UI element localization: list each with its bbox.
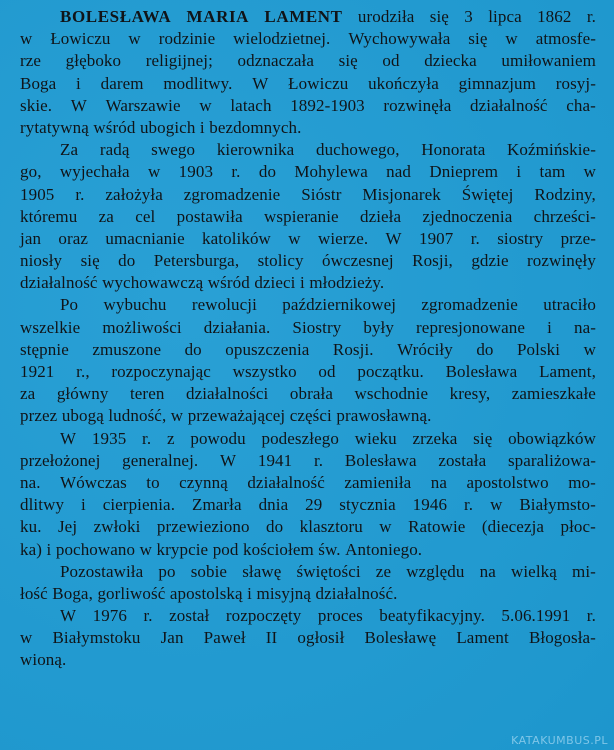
word: rozwinęły [527,251,596,271]
word: W [60,606,77,626]
word: r. [231,162,241,182]
word: od [318,362,336,381]
word: względu [406,561,465,581]
word: Sióstr [301,184,342,204]
word: były [363,317,394,337]
word: stycznia [339,495,396,515]
word: obrała [289,384,333,404]
word: 1862 [537,7,572,26]
word: Polski [516,339,561,359]
word: proces [317,606,363,626]
word: powodu [190,428,246,448]
word: 1941 [257,450,293,470]
text-line [20,73,596,95]
word: Jan [160,628,184,648]
word: kierownika [216,140,295,160]
word: ubogą [61,406,104,426]
word: główny [56,384,109,404]
word: po [158,561,176,581]
word: Bolesławę [364,628,437,648]
word: Boga [20,73,57,93]
word: została [438,450,487,470]
word: zamieniła [344,472,412,492]
word: Białymstoku [52,628,141,648]
word: zwłoki [93,517,141,537]
word: w [583,162,596,182]
text-line [20,317,596,339]
word: św. [318,539,341,559]
word: beatyfikacyjny. [379,606,485,626]
word: w [139,539,153,559]
word: 1892-1903 [290,95,365,115]
word: wybuchu [103,295,167,315]
word: Ratowie [408,517,466,537]
word: rozwinęła [383,95,452,115]
text-line [20,6,596,28]
word: rosyj- [555,73,596,93]
word: w [583,339,596,359]
word: mo- [568,472,596,492]
word: zgromadzenie [183,184,281,204]
word: dnia [258,495,289,515]
word: i [516,162,522,182]
word: i [199,117,205,137]
word: represjonowane [416,317,526,337]
word: to [146,472,160,492]
word: płoc- [560,517,596,537]
word: wspieranie [264,206,339,226]
word: W [252,73,269,93]
word: do [266,517,284,537]
word: Łowiczu [50,29,111,49]
word: W [60,428,77,448]
text-line [20,339,596,361]
word: wielodzietnej. [233,29,331,49]
word: dziecka [424,51,477,71]
word: wśród [93,117,136,137]
word: Błogosła- [528,628,596,648]
word: w [147,162,161,182]
word: Boga, [52,583,93,603]
word: do [476,339,494,359]
word: wieku [354,428,397,448]
word: Antoniego. [345,539,423,559]
word: rodzinie [158,29,216,49]
word: Mohylewa [294,162,368,182]
text-line [20,583,596,605]
word: wielką [510,561,557,581]
text-line [20,472,596,494]
word: apostolstwo [466,472,549,492]
word: ku. [20,517,42,537]
word: umiłowaniem [501,51,596,71]
word: Rosji. [332,339,374,359]
word: rewolucji [191,295,257,315]
word: w [288,228,301,248]
word: Paweł [203,628,246,648]
word: za [20,384,36,404]
word: przewieziono [156,517,250,537]
word: 1921 [20,362,55,381]
text-line [20,516,596,538]
word: Lament, [539,362,596,381]
text-line [20,605,596,627]
word: dzieła [359,206,402,226]
word: Łowiczu [288,73,349,93]
word: któremu [20,206,78,226]
word: na [479,561,496,581]
word: działalności [185,384,269,404]
word: bezdomnych. [209,117,302,137]
word: do [258,162,277,182]
text-line [20,361,596,383]
word: ka) [20,539,43,559]
word: krypcie [156,539,209,559]
word: kościołem [243,539,314,559]
word: obowiązków [508,428,596,448]
word: (diecezja [481,517,545,537]
word: młodzieży. [309,273,385,293]
word: r. [75,184,85,204]
word: MARIA [186,7,250,26]
word: Wróciły [397,339,453,359]
word: przełożonej [20,450,101,470]
word: 1903 [178,162,214,182]
word: radą [99,140,130,160]
text-line [20,161,596,183]
word: stolicy [257,251,304,271]
word: atmosfe- [535,29,596,49]
word: 29 [305,495,323,515]
word: i [300,273,305,293]
word: ubogich [139,117,196,137]
word: II [265,628,278,648]
text-line [20,383,596,405]
word: Jej [57,517,78,537]
word: Za [60,140,79,160]
text-line [20,294,596,316]
word: Pozostawiła [60,561,144,581]
word: się [473,428,493,448]
text-line [20,649,596,671]
word: przeważającej [187,406,286,426]
word: od [382,51,400,71]
word: i [76,73,81,93]
word: Po [60,295,79,315]
word: W [70,95,87,115]
word: działalność. [315,583,398,603]
word: cha- [566,95,596,115]
word: 5.06.1991 [501,606,571,626]
word: w [170,406,184,426]
word: w [379,517,392,537]
word: łość [20,583,48,603]
word: Honorata [421,140,486,160]
word: Bolesława [445,362,518,381]
word: Świętej [461,184,514,204]
word: ówczesnej [322,251,394,271]
word: r. [586,606,596,626]
word: gdzie [471,251,509,271]
word: katolików [202,228,271,248]
word: części [289,406,332,426]
word: 1905 [20,184,55,204]
word: Wówczas [60,472,127,492]
word: jan [20,228,42,248]
word: stępnie [20,339,69,359]
word: r. [463,495,474,515]
word: Misjonarek [362,184,441,204]
word: Lament [456,628,509,648]
word: chrześci- [533,206,596,226]
word: Białymsto- [519,495,596,515]
text-line [20,561,596,583]
word: darem [100,73,144,93]
word: generalnej. [122,450,199,470]
word: wychowawczą [102,273,204,293]
word: wszystko [232,362,297,381]
word: wierze. [317,228,369,248]
word: w [20,628,33,648]
word: swego [151,140,196,160]
text-line [20,272,596,294]
word: cel [135,206,156,226]
word: gimnazjum [458,73,536,93]
word: wschodnie [354,384,429,404]
word: za [98,206,114,226]
word: W [385,228,402,248]
word: się [80,251,100,271]
word: 3 [464,7,473,26]
word: w [20,29,33,49]
word: i [547,317,552,337]
word: pod [212,539,239,559]
word: Rodziny, [534,184,596,204]
word: pochowano [55,539,136,559]
word: lipca [488,7,522,26]
word: 1976 [92,606,128,626]
word: działalność [470,95,548,115]
word: został [169,606,210,626]
word: głęboko [65,51,122,71]
word: zrzeka [412,428,458,448]
word: kresy, [449,384,491,404]
word: duchowego, [315,140,400,160]
word: Zmarła [191,495,242,515]
biography-text [20,6,596,672]
word: z [166,428,175,448]
word: podeszłego [261,428,339,448]
text-line [20,539,596,561]
word: apostolską [169,583,243,603]
word: odznaczała [237,51,315,71]
word: wioną. [20,650,67,670]
text-line [20,139,596,161]
word: go, [20,162,42,182]
word: czynną [179,472,228,492]
word: mi- [572,561,596,581]
word: zjednoczenia [422,206,513,226]
word: działania. [203,317,271,337]
word: dzieci [254,273,296,293]
word: w [490,495,503,515]
word: 1907 [418,228,454,248]
word: ukończyła [368,73,439,93]
word: październikowej [282,295,397,315]
text-line [20,250,596,272]
word: założyła [105,184,163,204]
text-line [20,627,596,649]
word: dlitwy [20,495,65,515]
text-line [20,28,596,50]
word: W [219,450,237,470]
text-line [20,184,596,206]
word: sparaliżowa- [507,450,596,470]
word: na- [573,317,596,337]
text-line [20,405,596,427]
word: do [184,339,202,359]
word: ludność, [108,406,167,426]
text-line [20,50,596,72]
word: sławę [242,561,282,581]
word: Bolesława [344,450,417,470]
text-line [20,494,596,516]
word: działalność [20,273,98,293]
word: sobie [190,561,228,581]
word: początku. [357,362,424,381]
word: umacnianie [105,228,185,248]
word: w [505,29,518,49]
word: Petersburga, [153,251,240,271]
word: rze [20,51,42,71]
word: się [338,51,358,71]
watermark: KATAKUMBUS.PL [511,734,608,747]
word: rozpoczynając [111,362,211,381]
word: misyjną [256,583,312,603]
word: cierpienia. [102,495,176,515]
word: 1946 [412,495,448,515]
word: i [46,539,52,559]
word: się [468,29,488,49]
word: świętości [296,561,361,581]
word: LAMENT [264,7,343,26]
word: na. [20,472,41,492]
word: tam [539,162,566,182]
word: opuszczenia [225,339,310,359]
word: siostry [497,228,544,248]
word: r. [313,450,324,470]
word: Dnieprem [429,162,499,182]
word: klasztoru [299,517,363,537]
word: modlitwy. [163,73,233,93]
word: r. [143,606,153,626]
word: gorliwość [97,583,166,603]
text-line [20,117,596,139]
word: 1935 [91,428,127,448]
word: na [430,472,448,492]
word: r., [76,362,90,381]
word: urodziła [357,7,415,26]
word: zgromadzenie [421,295,518,315]
word: Wychowywała [348,29,451,49]
word: w [199,95,212,115]
text-line [20,428,596,450]
text-line [20,206,596,228]
word: wszelkie [20,317,81,337]
word: Koźmińskie- [507,140,596,160]
word: ogłosił [297,628,345,648]
word: rytatywną [20,117,89,137]
word: i [80,495,86,515]
word: niosły [20,251,63,271]
word: w [128,29,141,49]
text-line [20,228,596,250]
word: utraciło [543,295,596,315]
word: się [429,7,449,26]
word: wśród [207,273,250,293]
word: Rosji, [412,251,453,271]
word: r. [586,7,596,26]
word: oraz [58,228,89,248]
word: BOLESŁAWA [60,7,172,26]
word: zmuszone [92,339,162,359]
word: ze [375,561,392,581]
word: nad [386,162,412,182]
word: r. [470,228,480,248]
word: wyjechała [59,162,130,182]
text-line [20,450,596,472]
word: Warszawie [105,95,181,115]
word: możliwości [102,317,182,337]
word: rozpoczęty [225,606,302,626]
word: religijnej; [145,51,213,71]
word: zamieszkałe [511,384,596,404]
word: r. [142,428,152,448]
word: teren [129,384,165,404]
text-line [20,95,596,117]
word: i [247,583,252,603]
word: Siostry [292,317,342,337]
word: postawiła [176,206,243,226]
word: prawosławną. [336,406,432,426]
word: do [118,251,136,271]
word: prze- [560,228,596,248]
word: latach [230,95,272,115]
word: działalność [247,472,325,492]
word: przez [20,406,58,426]
word: skie. [20,95,53,115]
